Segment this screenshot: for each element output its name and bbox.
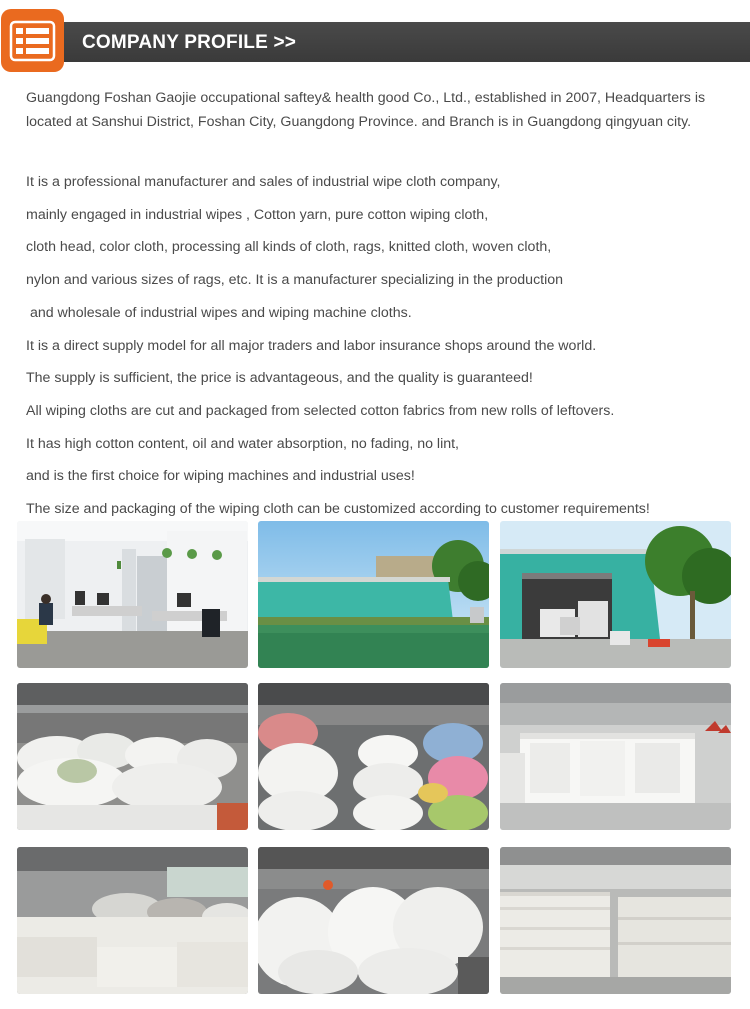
cloth-bales-photo-2 <box>17 847 248 994</box>
profile-paragraph: All wiping cloths are cut and packaged from selected cotton fabrics from new rolls of leftovers. <box>26 403 615 419</box>
profile-paragraph: It is a professional manufacturer and sales of industrial wipe cloth company, <box>26 174 501 190</box>
profile-paragraph: cloth head, color cloth, processing all kinds of cloth, rags, knitted cloth, woven cloth, <box>26 239 552 255</box>
profile-paragraph: and is the first choice for wiping machines and industrial uses! <box>26 468 415 484</box>
white-cloth-stacks-photo <box>500 683 731 830</box>
profile-paragraph: The supply is sufficient, the price is advantageous, and the quality is guaranteed! <box>26 370 533 386</box>
profile-paragraph: mainly engaged in industrial wipes , Cotton yarn, pure cotton wiping cloth, <box>26 207 489 223</box>
cloth-bales-photo-1 <box>17 683 248 830</box>
warehouse-entrance-photo <box>500 521 731 668</box>
cut-cloth-stacks-photo <box>500 847 731 994</box>
office-photo <box>17 521 248 668</box>
profile-paragraph: It is a direct supply model for all major traders and labor insurance shops around the world. <box>26 338 597 354</box>
warehouse-exterior-photo <box>258 521 489 668</box>
page-title: COMPANY PROFILE >> <box>82 32 297 53</box>
sack-pile-photo <box>258 847 489 994</box>
intro-text: Guangdong Foshan Gaojie occupational saftey& health good Co., Ltd., established in 2007, Headquarters is located at Sanshui District, Foshan City, Guangdong Province. and Branch is in Guangdong qingyuan city. <box>26 90 706 130</box>
colored-rags-photo <box>258 683 489 830</box>
profile-paragraph: nylon and various sizes of rags, etc. It is a manufacturer specializing in the production <box>26 272 564 288</box>
profile-paragraph: It has high cotton content, oil and water absorption, no fading, no lint, <box>26 436 460 452</box>
profile-paragraph: and wholesale of industrial wipes and wiping machine cloths. <box>26 305 412 321</box>
profile-paragraph: The size and packaging of the wiping cloth can be customized according to customer requirements! <box>26 501 650 517</box>
list-icon <box>1 9 64 72</box>
